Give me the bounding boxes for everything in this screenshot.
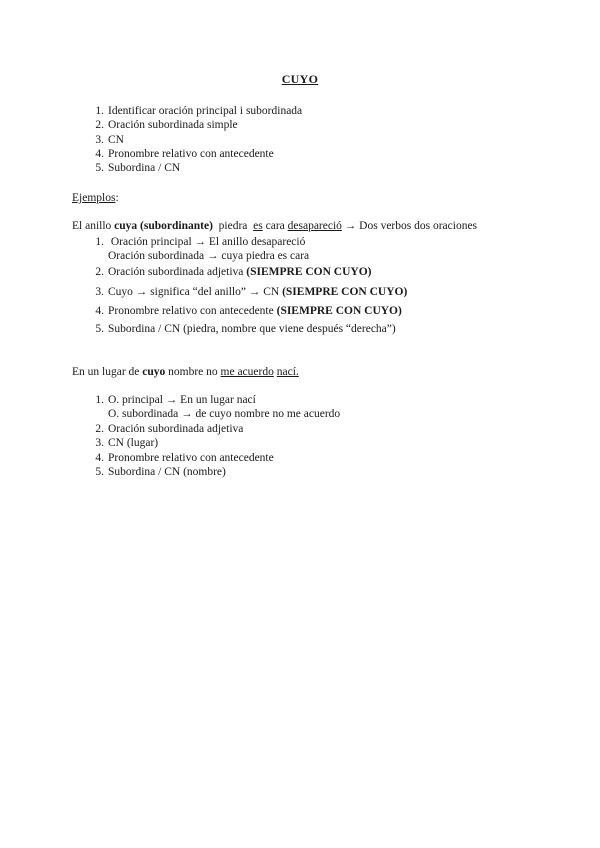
list-text: CN [108, 134, 124, 146]
list-text-bold: (SIEMPRE CON CUYO) [282, 286, 408, 298]
list-number: 2. [95, 423, 104, 435]
list-number: 3. [95, 134, 104, 146]
list-number: 2. [95, 266, 104, 278]
ejemplos-label: Ejemplos [72, 192, 116, 204]
list-text [108, 304, 402, 318]
list-number: 3. [95, 437, 104, 449]
list-number: 5. [95, 466, 104, 478]
list-number: 5. [95, 162, 104, 174]
list-text-part: Oración subordinada adjetiva [108, 266, 247, 278]
verb-naci: nací. [276, 366, 299, 378]
ejemplos-heading [72, 191, 119, 205]
list-number: 4. [95, 452, 104, 464]
list-text: Subordina / CN [108, 162, 181, 174]
list-text: Identificar oración principal i subordinada [108, 105, 303, 117]
page-title: CUYO [281, 72, 319, 86]
list-text [108, 265, 372, 279]
relative-cuyo: cuyo [142, 366, 166, 378]
example-sentence-1 [72, 219, 477, 233]
list-text: Oración principal → El anillo desapareció [108, 236, 306, 248]
list-number: 1. [95, 394, 104, 406]
list-number: 4. [95, 148, 104, 160]
list-number: 5. [95, 323, 104, 335]
list-text [108, 285, 407, 299]
list-text: Pronombre relativo con antecedente [108, 148, 274, 160]
verb-es: es [253, 220, 263, 232]
list-text: Subordina / CN (piedra, nombre que viene después “derecha”) [108, 323, 396, 335]
list-text-part: Cuyo → significa “del anillo” → CN [108, 286, 283, 298]
list-text: Subordina / CN (nombre) [108, 466, 226, 478]
list-number: 3. [95, 286, 104, 298]
list-text: Pronombre relativo con antecedente [108, 452, 274, 464]
list-text-bold: (SIEMPRE CON CUYO) [276, 305, 402, 317]
relative-cuya: cuya (subordinante) [114, 220, 213, 232]
list-text-bold: (SIEMPRE CON CUYO) [246, 266, 372, 278]
list-number: 1. [95, 105, 104, 117]
list-text: CN (lugar) [108, 437, 159, 449]
verb-me-acuerdo: me acuerdo [220, 366, 274, 378]
list-text: Oración subordinada simple [108, 119, 238, 131]
list-item-continuation: Oración subordinada → cuya piedra es cara [108, 250, 310, 262]
sentence-text: piedra [212, 220, 254, 232]
list-number: 4. [95, 305, 104, 317]
sentence-text: cara [262, 220, 288, 232]
example-sentence-2 [72, 365, 299, 379]
list-number: 1. [95, 236, 104, 248]
verb-desaparecio: desapareció [287, 220, 342, 232]
list-number: 2. [95, 119, 104, 131]
list-item-continuation: O. subordinada → de cuyo nombre no me acuerdo [108, 408, 341, 420]
list-text-part: Pronombre relativo con antecedente [108, 305, 277, 317]
sentence-text: El anillo [72, 220, 115, 232]
sentence-text: → Dos verbos dos oraciones [341, 220, 478, 232]
sentence-text: nombre no [165, 366, 221, 378]
list-text: Oración subordinada adjetiva [108, 423, 244, 435]
ejemplos-colon: : [115, 192, 119, 204]
sentence-text: En un lugar de [72, 366, 143, 378]
list-text: O. principal → En un lugar nací [108, 394, 256, 406]
